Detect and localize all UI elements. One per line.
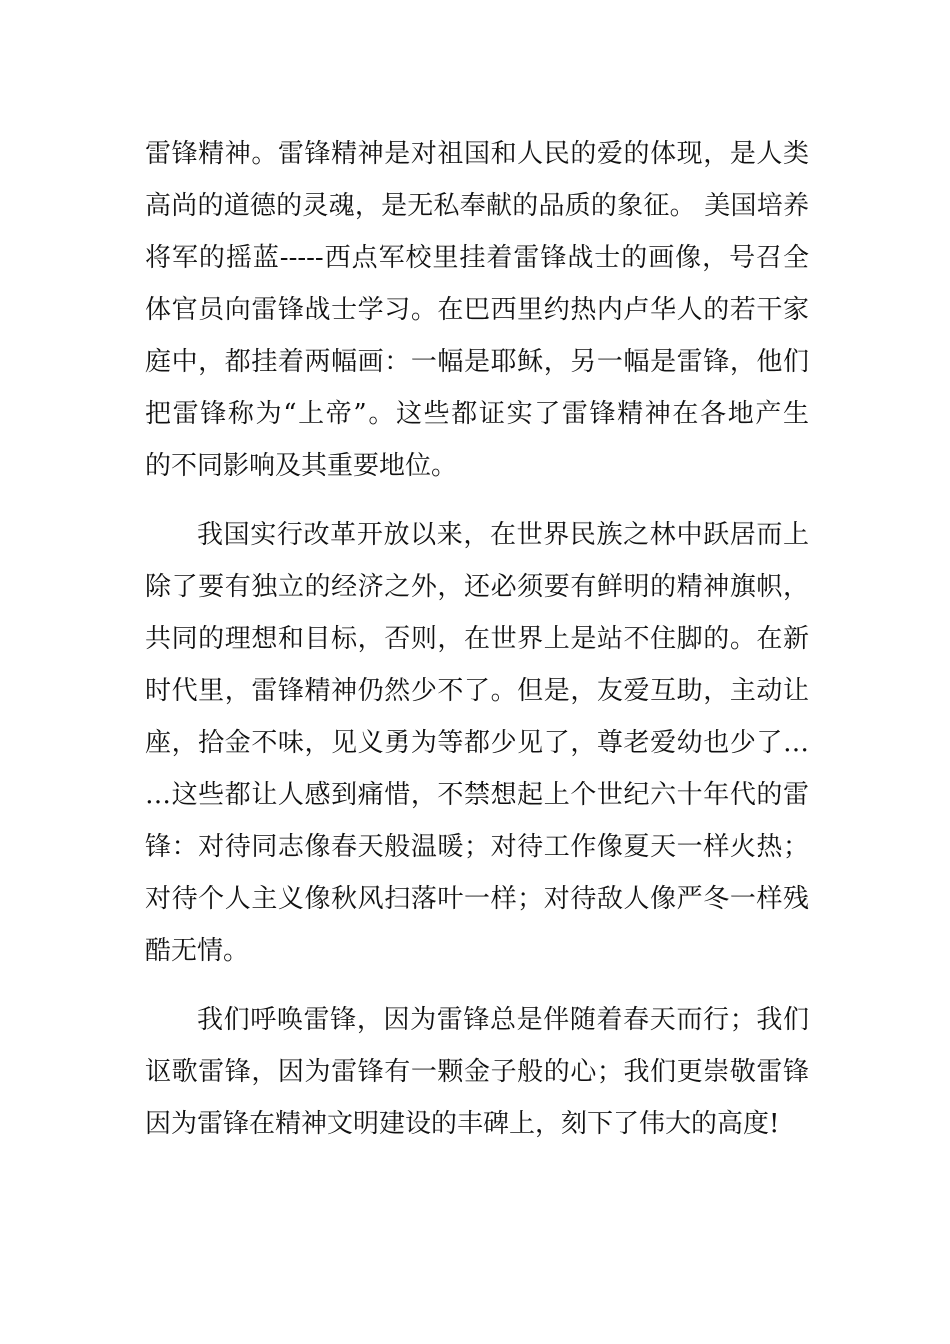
text-line: …这些都让人感到痛惜，不禁想起上个世纪六十年代的雷 [145, 780, 809, 810]
text-line: 因为雷锋在精神文明建设的丰碑上，刻下了伟大的高度! [145, 1109, 780, 1139]
text-line: 将军的摇蓝-----西点军校里挂着雷锋战士的画像，号召全 [145, 243, 809, 273]
text-line: 庭中，都挂着两幅画：一幅是耶稣，另一幅是雷锋，他们 [145, 347, 809, 377]
text-line: 酷无情。 [145, 936, 250, 966]
text-line: 的不同影响及其重要地位。 [145, 451, 458, 481]
text-line: 高尚的道德的灵魂，是无私奉献的品质的象征。 美国培养 [145, 191, 809, 221]
text-line: 把雷锋称为“上帝”。这些都证实了雷锋精神在各地产生 [145, 399, 809, 429]
text-line: 共同的理想和目标，否则，在世界上是站不住脚的。在新 [145, 624, 809, 654]
text-line: 座，拾金不味，见义勇为等都少见了，尊老爱幼也少了… [145, 728, 809, 758]
document-body [145, 128, 809, 1150]
text-line: 我国实行改革开放以来，在世界民族之林中跃居而上 [197, 520, 809, 550]
text-line: 时代里，雷锋精神仍然少不了。但是，友爱互助，主动让 [145, 676, 809, 706]
paragraph-1 [145, 128, 809, 492]
text-line: 雷锋精神。雷锋精神是对祖国和人民的爱的体现，是人类 [145, 139, 809, 169]
text-line: 体官员向雷锋战士学习。在巴西里约热内卢华人的若干家 [145, 295, 809, 325]
text-line: 锋：对待同志像春天般温暖；对待工作像夏天一样火热； [145, 832, 809, 862]
paragraph-2 [145, 509, 809, 977]
text-line: 讴歌雷锋，因为雷锋有一颗金子般的心；我们更崇敬雷锋 [145, 1057, 809, 1087]
paragraph-spacer [145, 977, 809, 994]
text-line: 除了要有独立的经济之外，还必须要有鲜明的精神旗帜， [145, 572, 809, 602]
text-line: 我们呼唤雷锋，因为雷锋总是伴随着春天而行；我们 [197, 1005, 809, 1035]
text-line: 对待个人主义像秋风扫落叶一样；对待敌人像严冬一样残 [145, 884, 809, 914]
paragraph-3 [145, 994, 809, 1150]
paragraph-spacer [145, 492, 809, 509]
